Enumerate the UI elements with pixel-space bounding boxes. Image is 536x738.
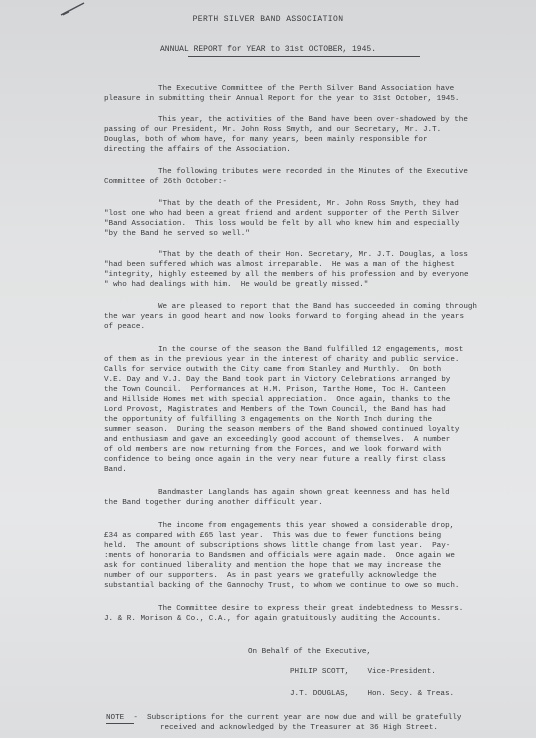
text-line: :ments of honoraria to Bandsmen and officials were again made. Once again we xyxy=(104,552,455,560)
text-line: V.E. Day and V.J. Day the Band took part in Victory Celebrations arranged by xyxy=(104,376,451,384)
text-line: We are pleased to report that the Band has succeeded in coming through xyxy=(158,303,477,311)
text-line: J. & R. Morison & Co., C.A., for again gratuitously auditing the Accounts. xyxy=(104,615,442,623)
signature-line: J.T. DOUGLAS, Hon. Secy. & Treas. xyxy=(290,690,455,698)
text-line: Lord Provost, Magistrates and Members of the Town Council, the Band has had xyxy=(104,406,446,414)
text-line: " who had dealings with him. He would be greatly missed." xyxy=(104,281,369,289)
note-line: received and acknowledged by the Treasurer at 36 High Street. xyxy=(160,724,438,732)
text-line: the opportunity of fulfilling 3 engagements on the North Inch during the xyxy=(104,416,433,424)
document-title: PERTH SILVER BAND ASSOCIATION xyxy=(192,15,344,24)
text-line: Bandmaster Langlands has again shown great keenness and has held xyxy=(158,489,450,497)
document-subtitle: ANNUAL REPORT for YEAR to 31st OCTOBER, 1945. xyxy=(159,45,377,54)
text-line: "That by the death of their Hon. Secretary, Mr. J.T. Douglas, a loss xyxy=(158,251,468,259)
text-line: The Committee desire to express their great indebtedness to Messrs. xyxy=(158,605,464,613)
text-line: On Behalf of the Executive, xyxy=(248,648,372,656)
text-line: confidence to being once again in the very near future a really first class xyxy=(104,456,446,464)
text-line: directing the affairs of the Association. xyxy=(104,146,291,154)
pen-stroke-mark xyxy=(60,2,86,16)
text-line: The following tributes were recorded in the Minutes of the Executive xyxy=(158,168,468,176)
text-line: of old members are now returning from the Forces, and we look forward with xyxy=(104,446,442,454)
text-line: Band. xyxy=(104,466,127,474)
text-line: The Executive Committee of the Perth Silver Band Association have xyxy=(158,85,455,93)
text-line: "Band Association. This loss would be felt by all who knew him and especially xyxy=(104,220,460,228)
text-line: Committee of 26th October:- xyxy=(104,178,228,186)
text-line: pleasure in submitting their Annual Report for the year to 31st October, 1945. xyxy=(104,95,460,103)
subtitle-underline xyxy=(188,56,420,57)
text-line: substantial backing of the Gannochy Trust, to whom we continue to owe so much. xyxy=(104,582,460,590)
text-line: This year, the activities of the Band have been over-shadowed by the xyxy=(158,116,468,124)
note-underline xyxy=(106,723,134,724)
text-line: Douglas, both of whom have, for many years, been mainly responsible for xyxy=(104,136,428,144)
text-line: passing of our President, Mr. John Ross Smyth, and our Secretary, Mr. J.T. xyxy=(104,126,442,134)
text-line: the Town Council. Performances at H.M. Prison, Tarthe Home, Toc H. Canteen xyxy=(104,386,446,394)
note-line: NOTE - Subscriptions for the current year are now due and will be gratefully xyxy=(106,714,462,722)
text-line: "That by the death of the President, Mr. John Ross Smyth, they had xyxy=(158,200,459,208)
text-line: the war years in good heart and now looks forward to forging ahead in the years xyxy=(104,313,465,321)
text-line: number of our supporters. As in past years we gratefully acknowledge the xyxy=(104,572,437,580)
text-line: "integrity, highly esteemed by all the members of his profession and by everyone xyxy=(104,271,469,279)
text-line: The income from engagements this year showed a considerable drop, xyxy=(158,522,455,530)
text-line: "by the Band he served so well." xyxy=(104,230,250,238)
text-line: the Band together during another difficult year. xyxy=(104,499,323,507)
text-line: and enthusiasm and gave an exceedingly good account of themselves. A number xyxy=(104,436,451,444)
text-line: £34 as compared with £65 last year. This was due to fewer functions being xyxy=(104,532,442,540)
text-line: held. The amount of subscriptions shows little change from last year. Pay- xyxy=(104,542,451,550)
text-line: In the course of the season the Band fulfilled 12 engagements, most xyxy=(158,346,464,354)
text-line: of peace. xyxy=(104,323,146,331)
text-line: of them as in the previous year in the interest of charity and public service. xyxy=(104,356,460,364)
text-line: Calls for service outwith the City came from Stanley and Murthly. On both xyxy=(104,366,442,374)
text-line: and Hillside Homes met with special appreciation. Once again, thanks to the xyxy=(104,396,451,404)
text-line: "lost one who had been a great friend and ardent supporter of the Perth Silver xyxy=(104,210,460,218)
text-line: ask for continued liberality and mention the hope that we may increase the xyxy=(104,562,442,570)
signature-line: PHILIP SCOTT, Vice-President. xyxy=(290,668,436,676)
text-line: "had been suffered which was almost irreparable. He was a man of the highest xyxy=(104,261,455,269)
text-line: summer season. During the season members of the Band showed continued loyalty xyxy=(104,426,460,434)
